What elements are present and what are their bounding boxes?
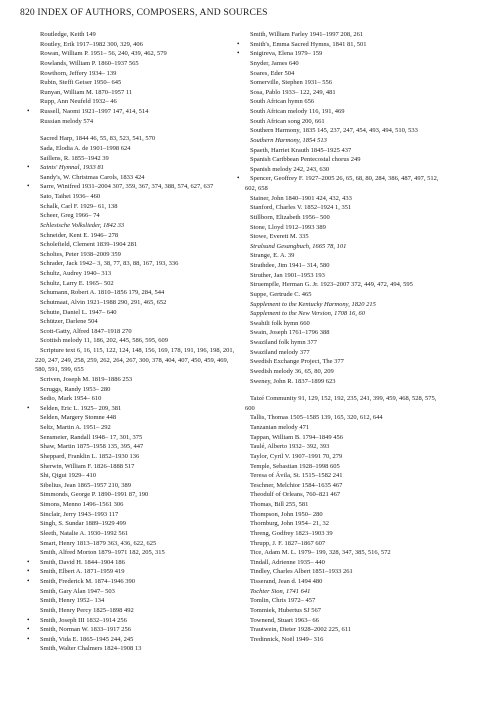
index-entry — [30, 452, 235, 462]
index-entry — [30, 519, 235, 529]
index-entry-text: Smith, Alfred Morton 1879–1971 182, 205, 315 — [40, 549, 165, 557]
index-entry-text: Rupp, Ann Neufeld 1932– 46 — [40, 98, 117, 106]
index-entry-text: Scruggs, Randy 1953– 280 — [40, 385, 111, 393]
index-entry — [30, 279, 235, 289]
index-entry-text: Thomas, Bill 255, 581 — [250, 501, 309, 508]
index-entry-text: Tice, Adam M. L. 1979– 199, 328, 347, 385, 516, 572 — [250, 549, 391, 557]
index-entry-text: Southern Harmony, 1854 513 — [250, 136, 327, 144]
index-entry — [30, 548, 235, 558]
index-entry-text: Soares, Eder 504 — [250, 69, 295, 77]
index-entry — [30, 529, 235, 539]
index-entry-text: Schultz, Audrey 1940– 313 — [40, 270, 112, 277]
index-entry-text: Somerville, Stephen 1931– 556 — [250, 79, 332, 87]
index-entry-text: Supplement to the New Version, 1708 16, 60 — [250, 310, 366, 318]
index-entry-text: Selden, Eric L. 1925– 209, 381 — [40, 404, 122, 412]
index-entry-text: Teschner, Melchior 1584–1635 467 — [250, 481, 343, 489]
index-entry-text: South African song 200, 661 — [250, 117, 325, 125]
index-entry-text: Smith, Norman W. 1833–1917 256 — [40, 626, 132, 634]
index-entry — [30, 40, 235, 50]
index-entry — [240, 510, 445, 520]
index-entry — [30, 616, 235, 626]
index-entry-text: Schumann, Robert A. 1810–1856 179, 284, 544 — [40, 289, 165, 297]
index-entry-text: Scripture text 6, 16, 115, 122, 124, 148, 156, 169, 178, 191, 196, 198, 201, 220, 247, 249, 258, 259, 262, 264, 267, 300, 378, 404, 407, 450, 459, 469, 580, 591, 599, 655 — [35, 347, 235, 374]
index-entry — [240, 548, 445, 558]
index-entry — [240, 625, 445, 635]
index-entry-text: Schalk, Carl F. 1929– 61, 138 — [40, 202, 118, 210]
index-entry — [240, 587, 445, 597]
index-entry — [30, 88, 235, 98]
index-entry-text: Schutte, Daniel L. 1947– 640 — [40, 308, 117, 316]
index-entry — [240, 88, 445, 98]
index-entry-text: Smith, Gary Alan 1947– 503 — [40, 587, 115, 595]
index-entry — [30, 500, 235, 510]
index-entry — [30, 596, 235, 606]
index-entry — [30, 117, 235, 127]
index-entry-text: Teresa of Ávila, St. 1515–1582 241 — [250, 472, 343, 480]
index-entry-text: Schneider, Kent E. 1946– 278 — [40, 231, 119, 239]
index-entry-text: Sato, Taihei 1936– 460 — [40, 193, 101, 200]
index-entry-text: South African hymn 656 — [250, 98, 315, 106]
index-entry — [240, 300, 445, 310]
index-entry — [240, 107, 445, 117]
index-entry — [240, 213, 445, 223]
index-entry — [30, 49, 235, 59]
index-entry — [30, 298, 235, 308]
index-entry-text: Swaziland folk hymn 377 — [250, 339, 317, 346]
index-entry-text: Saints' Hymnal, 1933 81 — [40, 164, 104, 172]
index-entry — [30, 644, 235, 654]
index-entry — [30, 173, 235, 183]
index-entry-text: Stillborn, Elizabeth 1956– 500 — [250, 213, 330, 221]
index-entry — [30, 107, 235, 117]
index-entry-text: Thornburg, John 1954– 21, 32 — [250, 520, 329, 528]
index-entry — [240, 126, 445, 136]
index-entry — [240, 280, 445, 290]
index-entry — [240, 394, 445, 413]
index-entry — [240, 558, 445, 568]
index-column-left — [30, 30, 235, 654]
index-entry-text: Schlesische Volkslieder, 1842 33 — [40, 221, 125, 229]
index-entry — [240, 319, 445, 329]
index-entry-text: Trautwein, Dieter 1928–2002 225, 611 — [250, 626, 351, 634]
index-entry — [240, 309, 445, 319]
index-entry — [240, 165, 445, 175]
index-entry — [30, 308, 235, 318]
index-entry-text: Sweney, John R. 1837–1899 623 — [250, 377, 336, 385]
index-entry-text: Strange, E. A. 39 — [250, 252, 295, 260]
index-entry-text: Sosa, Pablo 1933– 122, 249, 481 — [250, 88, 336, 96]
index-entry-text: Tindley, Charles Albert 1851–1933 261 — [250, 568, 353, 576]
index-entry-text: Sherwin, William F. 1826–1888 517 — [40, 462, 135, 470]
index-entry — [30, 144, 235, 154]
index-entry-text: Rubin, Steffi Geiser 1950– 645 — [40, 79, 122, 87]
index-entry — [240, 616, 445, 626]
index-entry — [30, 433, 235, 443]
index-entry — [240, 174, 445, 193]
index-entry — [30, 375, 235, 385]
page-header — [20, 7, 268, 18]
index-entry-text: Spanish Caribbean Pentecostal chorus 249 — [250, 156, 361, 164]
index-entry-text: Simons, Menno 1496–1561 306 — [40, 501, 124, 508]
index-entry — [30, 413, 235, 423]
index-entry-text: Sheppard, Franklin L. 1852–1930 136 — [40, 452, 140, 460]
index-entry — [30, 221, 235, 231]
index-entry-text: Tomlin, Chris 1972– 457 — [250, 597, 316, 605]
index-entry-text: Smith, Joseph III 1832–1914 256 — [40, 616, 127, 624]
index-entry — [240, 78, 445, 88]
index-entry — [240, 519, 445, 529]
index-entry — [30, 259, 235, 269]
index-entry — [240, 97, 445, 107]
index-entry-text: Scheer, Greg 1966– 74 — [40, 212, 100, 220]
index-entry — [30, 346, 235, 375]
index-entry-text: Routledge, Keith 149 — [40, 31, 96, 38]
index-entry-text: Smith, William Farley 1941–1997 208, 261 — [250, 31, 364, 38]
index-entry — [30, 154, 235, 164]
index-entry-text: Theodulf of Orleans, 760–821 467 — [250, 491, 341, 499]
index-entry — [240, 442, 445, 452]
index-entry-text: Selden, Margery Stomne 448 — [40, 414, 117, 422]
index-entry-text: Scott-Gatty, Alfred 1847–1918 270 — [40, 327, 132, 335]
index-entry-text: Russell, Naomi 1921–1997 147, 414, 514 — [40, 108, 149, 115]
index-entry-text: Spencer, Geoffrey F. 1927–2005 26, 65, 68, 80, 284, 386, 487, 497, 512, 602, 658 — [245, 175, 439, 192]
index-entry — [240, 635, 445, 645]
index-entry-text: Tanzanian melody 471 — [250, 424, 310, 431]
index-entry-text: Stanford, Charles V. 1852–1924 1, 351 — [250, 204, 352, 212]
index-entry — [30, 269, 235, 279]
index-entry — [240, 30, 445, 40]
index-entry — [240, 261, 445, 271]
index-entry — [30, 635, 235, 645]
index-entry — [240, 290, 445, 300]
index-entry-text: Snigireva, Elena 1979– 159 — [250, 50, 323, 58]
index-entry-text: Spaeth, Harriet Krauth 1845–1925 437 — [250, 146, 352, 154]
index-entry — [240, 69, 445, 79]
index-entry-text: Sensmeier, Randall 1948– 17, 301, 375 — [40, 433, 143, 441]
index-entry-text: Schrader, Jack 1942– 3, 38, 77, 83, 88, 167, 193, 336 — [40, 260, 179, 268]
index-entry-text: Routley, Erik 1917–1982 300, 329, 406 — [40, 40, 143, 48]
index-entry-text: Taulé, Alberto 1932– 392, 393 — [250, 443, 330, 451]
index-entry — [240, 49, 445, 59]
index-entry — [30, 182, 235, 192]
page-title: INDEX OF AUTHORS, COMPOSERS, AND SOURCES — [37, 7, 268, 18]
index-entry-text: Swedish melody 36, 65, 80, 209 — [250, 367, 334, 375]
index-entry-text: Suppe, Gertrude C. 465 — [250, 290, 312, 298]
index-entry-text: Schultz, Larry E. 1965– 502 — [40, 279, 114, 287]
index-entry — [240, 452, 445, 462]
index-entry-text: Schutmaat, Alvin 1921–1988 290, 291, 465, 652 — [40, 298, 167, 306]
index-entry-text: Stone, Lloyd 1912–1993 389 — [250, 223, 326, 231]
index-entry — [30, 192, 235, 202]
index-entry — [30, 510, 235, 520]
index-entry — [240, 481, 445, 491]
index-entry-text: Tredinnick, Noël 1949– 316 — [250, 635, 324, 643]
index-entry — [240, 194, 445, 204]
index-entry — [30, 30, 235, 40]
index-entry — [240, 40, 445, 50]
index-entry-text: Taizé Community 91, 129, 152, 192, 235, 241, 399, 459, 468, 528, 575, 600 — [245, 395, 437, 412]
index-entry-text: Spanish melody 242, 243, 630 — [250, 165, 330, 173]
index-entry — [30, 423, 235, 433]
index-entry — [30, 231, 235, 241]
index-entry-text: Shi, Qigui 1929– 410 — [40, 472, 96, 480]
index-entry — [240, 203, 445, 213]
index-entry — [240, 377, 445, 387]
index-entry-text: Swain, Joseph 1761–1796 388 — [250, 329, 330, 337]
index-entry — [240, 348, 445, 358]
index-entry-text: Sacred Harp, 1844 46, 55, 83, 523, 541, 570 — [40, 135, 156, 143]
index-entry — [240, 471, 445, 481]
index-entry — [30, 240, 235, 250]
index-entry-text: Tallis, Thomas 1505–1585 139, 165, 320, 612, 644 — [250, 414, 383, 422]
index-entry — [30, 462, 235, 472]
index-entry — [240, 490, 445, 500]
index-entry — [240, 338, 445, 348]
index-entry — [30, 134, 235, 144]
index-entry — [30, 250, 235, 260]
index-entry-text: Smith, David H. 1844–1904 186 — [40, 558, 125, 566]
index-entry-text: Tochter Sion, 1741 641 — [250, 587, 311, 595]
index-entry — [30, 288, 235, 298]
index-entry-text: Scholtes, Peter 1938–2009 359 — [40, 250, 121, 258]
index-entry — [30, 404, 235, 414]
index-entry — [30, 606, 235, 616]
index-entry-text: Schützer, Darlene 504 — [40, 318, 98, 326]
index-entry-text: Singh, S. Sundar 1889–1929 499 — [40, 520, 126, 528]
index-entry — [240, 539, 445, 549]
index-entry — [240, 529, 445, 539]
index-entry-text: Tindall, Adrienne 1935– 440 — [250, 558, 325, 566]
index-entry — [30, 539, 235, 549]
index-entry-text: Smart, Henry 1813–1879 363, 436, 622, 625 — [40, 539, 157, 547]
index-entry-text: Scottish melody 11, 186, 202, 445, 586, 595, 609 — [40, 337, 168, 345]
index-entry — [240, 146, 445, 156]
index-entry-text: Seltz, Martin A. 1951– 292 — [40, 424, 111, 431]
index-entry-text: Smith, Walter Chalmers 1824–1908 13 — [40, 645, 142, 653]
index-entry — [30, 577, 235, 587]
index-entry — [240, 367, 445, 377]
index-entry — [240, 567, 445, 577]
index-column-right — [240, 30, 445, 644]
index-entry — [240, 59, 445, 69]
index-entry-text: Sibelius, Jean 1865–1957 210, 389 — [40, 481, 131, 489]
index-entry — [30, 558, 235, 568]
index-entry — [30, 78, 235, 88]
index-entry-text: Smith, Henry 1952– 134 — [40, 597, 105, 605]
index-entry — [240, 251, 445, 261]
index-entry — [30, 202, 235, 212]
index-entry — [240, 357, 445, 367]
index-entry-text: Taylor, Cyril V. 1907–1991 70, 279 — [250, 452, 343, 460]
index-entry — [30, 490, 235, 500]
index-entry-text: Sada, Elodia A. de 1901–1998 624 — [40, 144, 131, 152]
index-entry-text: Strathdee, Jim 1941– 314, 580 — [250, 262, 330, 269]
index-entry-text: Shaw, Martin 1875–1958 135, 395, 447 — [40, 443, 144, 451]
index-entry-text: Supplement to the Kentucky Harmony, 1820 215 — [250, 300, 376, 308]
index-entry — [240, 596, 445, 606]
index-entry — [30, 385, 235, 395]
index-entry — [30, 163, 235, 173]
index-entry-text: Sandy's, W. Christmas Carols, 1833 424 — [40, 173, 145, 181]
index-entry-text: Southern Harmony, 1835 145, 237, 247, 454, 493, 494, 510, 533 — [250, 127, 418, 135]
index-entry-text: Swaziland melody 377 — [250, 348, 310, 356]
index-entry — [30, 394, 235, 404]
index-entry-text: Smith, Henry Percy 1825–1898 492 — [40, 606, 134, 614]
index-entry — [30, 59, 235, 69]
index-entry-text: Runyan, William M. 1870–1957 11 — [40, 88, 133, 96]
index-entry-text: Scriven, Joseph M. 1819–1886 253 — [40, 375, 133, 383]
index-entry-text: Tappan, William B. 1794–1849 456 — [250, 433, 344, 441]
index-entry-text: Sinclair, Jerry 1943–1993 117 — [40, 510, 119, 518]
index-entry-text: Smith, Vida E. 1865–1945 244, 245 — [40, 635, 134, 643]
index-entry-text: Threng, Godfrey 1823–1903 39 — [250, 529, 333, 537]
index-entry-text: Townend, Stuart 1963– 66 — [250, 616, 319, 624]
index-entry-text: Smith's, Emma Sacred Hymns, 1841 81, 501 — [250, 40, 367, 48]
index-entry-text: Smith, Frederick M. 1874–1946 390 — [40, 578, 135, 585]
index-entry — [240, 577, 445, 587]
index-entry — [240, 223, 445, 233]
index-entry — [30, 336, 235, 346]
index-entry — [30, 211, 235, 221]
index-entry-text: Snyder, James 640 — [250, 59, 299, 67]
index-entry — [30, 481, 235, 491]
index-entry-text: Stowe, Everett M. 335 — [250, 233, 309, 241]
index-entry-text: Stainer, John 1840–1901 424, 432, 433 — [250, 194, 352, 202]
index-entry-text: Simmonds, George P. 1890–1991 87, 190 — [40, 491, 149, 499]
index-entry-text: Rowan, William P. 1951– 56, 240, 439, 462, 579 — [40, 50, 167, 58]
index-entry-text: Rowthorn, Jeffery 1934– 139 — [40, 69, 117, 77]
index-entry-text: Rowlands, William P. 1860–1937 565 — [40, 59, 139, 67]
index-entry-text: Thrupp, J. F. 1827–1867 607 — [250, 539, 326, 547]
index-entry-text: Struther, Jan 1901–1953 193 — [250, 271, 325, 279]
index-entry-text: Struempfle, Herman G. Jr. 1923–2007 372, 449, 472, 494, 595 — [250, 281, 413, 289]
index-entry — [240, 136, 445, 146]
index-entry — [30, 442, 235, 452]
index-entry-text: Sleeth, Natalie A. 1930–1992 561 — [40, 529, 129, 537]
index-entry-text: Temple, Sebastian 1928–1998 605 — [250, 462, 340, 470]
index-entry — [30, 317, 235, 327]
index-entry — [240, 271, 445, 281]
index-entry — [240, 242, 445, 252]
index-entry-text: Tommiek, Hubertus SJ 567 — [250, 606, 322, 614]
index-entry — [30, 69, 235, 79]
index-entry — [30, 471, 235, 481]
index-entry — [240, 155, 445, 165]
index-entry — [240, 606, 445, 616]
index-entry-text: Saillens, R. 1855–1942 39 — [40, 154, 109, 162]
index-entry — [240, 462, 445, 472]
index-entry — [240, 232, 445, 242]
index-entry — [30, 625, 235, 635]
page-number: 820 — [20, 7, 35, 18]
index-entry-text: Stralsund Gesangbuch, 1665 78, 101 — [250, 242, 347, 250]
index-entry-text: Russian melody 574 — [40, 117, 94, 125]
index-entry-text: South African melody 116, 191, 469 — [250, 108, 345, 115]
index-entry-text: Smith, Elbert A. 1871–1959 419 — [40, 568, 125, 576]
index-entry — [240, 433, 445, 443]
index-entry-text: Tisserand, Jean d. 1494 480 — [250, 578, 323, 585]
index-entry — [240, 423, 445, 433]
index-entry-text: Swahili folk hymn 660 — [250, 319, 310, 327]
index-entry — [240, 117, 445, 127]
index-entry — [240, 328, 445, 338]
index-entry — [30, 587, 235, 597]
index-entry — [240, 413, 445, 423]
index-entry — [30, 97, 235, 107]
index-entry — [30, 567, 235, 577]
index-entry-text: Sedio, Mark 1954– 610 — [40, 395, 102, 403]
index-entry-text: Sarre, Winifred 1931–2004 307, 359, 367, 374, 388, 574, 627, 637 — [40, 183, 214, 191]
index-entry-text: Swedish Exchange Project, The 377 — [250, 358, 344, 366]
index-entry — [30, 327, 235, 337]
index-entry-text: Thompson, John 1950– 280 — [250, 510, 323, 518]
index-entry-text: Scholefield, Clement 1839–1904 281 — [40, 241, 138, 249]
index-entry — [240, 500, 445, 510]
